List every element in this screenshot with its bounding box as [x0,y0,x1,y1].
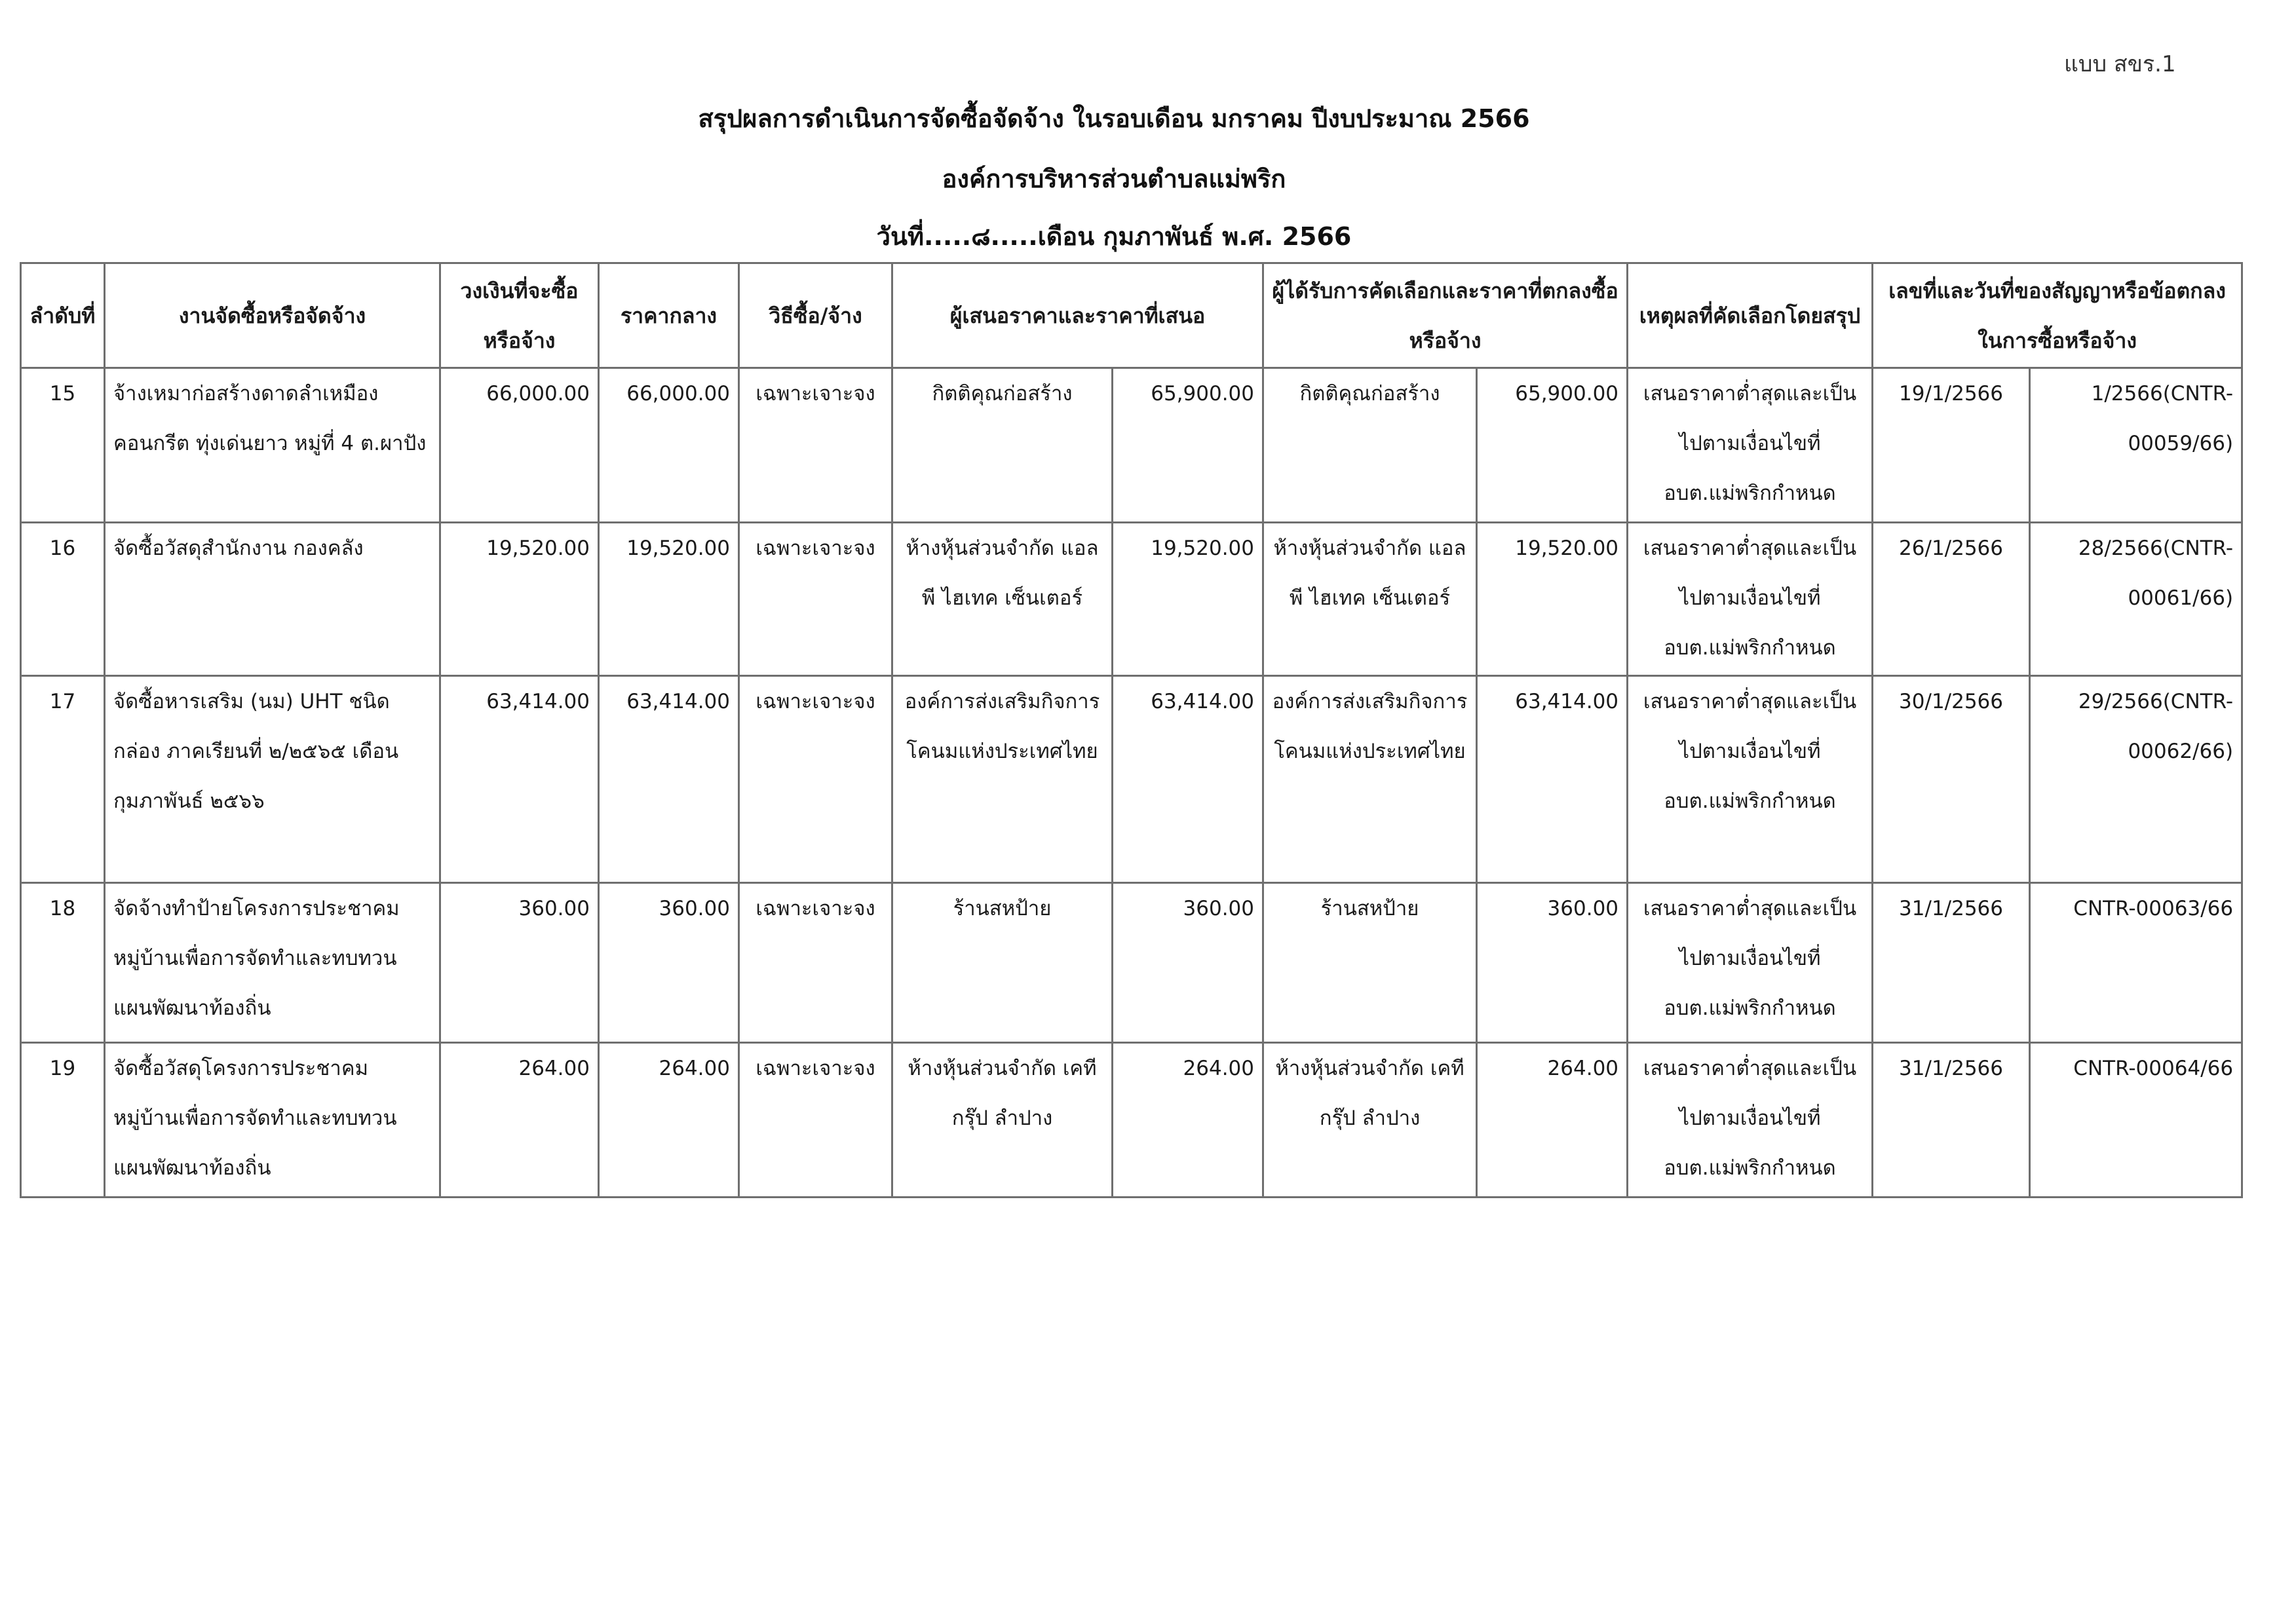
cell-method: เฉพาะเจาะจง [739,676,892,883]
cell-contract-no: 1/2566(CNTR-00059/66) [2030,368,2242,523]
form-code: แบบ สขร.1 [2064,51,2176,77]
cell-bidder-name: องค์การส่งเสริมกิจการโคนมแห่งประเทศไทย [892,676,1113,883]
cell-median-price: 66,000.00 [599,368,739,523]
cell-contract-no: 28/2566(CNTR-00061/66) [2030,523,2242,676]
cell-bidder-price: 360.00 [1113,883,1263,1043]
cell-method: เฉพาะเจาะจง [739,368,892,523]
cell-reason: เสนอราคาต่ำสุดและเป็นไปตามเงื่อนไขที่ อบต.แม่พริกกำหนด [1628,1043,1873,1198]
cell-bidder-price: 63,414.00 [1113,676,1263,883]
cell-seq: 16 [21,523,105,676]
cell-contract-no: 29/2566(CNTR-00062/66) [2030,676,2242,883]
cell-seq: 17 [21,676,105,883]
table-row [21,883,2242,1043]
cell-seq: 19 [21,1043,105,1198]
cell-bidder-price: 19,520.00 [1113,523,1263,676]
header-reason: เหตุผลที่คัดเลือกโดยสรุป [1628,263,1873,368]
cell-budget: 63,414.00 [440,676,599,883]
cell-selected-price: 65,900.00 [1477,368,1628,523]
document-title: สรุปผลการดำเนินการจัดซื้อจัดจ้าง ในรอบเดือน มกราคม ปีงบประมาณ 2566 [698,104,1530,133]
cell-budget: 66,000.00 [440,368,599,523]
cell-contract-no: CNTR-00064/66 [2030,1043,2242,1198]
cell-method: เฉพาะเจาะจง [739,523,892,676]
header-budget: วงเงินที่จะซื้อหรือจ้าง [440,263,599,368]
header-bidders: ผู้เสนอราคาและราคาที่เสนอ [892,263,1263,368]
cell-selected-name: องค์การส่งเสริมกิจการโคนมแห่งประเทศไทย [1263,676,1477,883]
table-row [21,523,2242,676]
cell-bidder-name: ห้างหุ้นส่วนจำกัด เคที กรุ๊ป ลำปาง [892,1043,1113,1198]
cell-selected-price: 360.00 [1477,883,1628,1043]
cell-contract-date: 31/1/2566 [1873,1043,2030,1198]
header-selected: ผู้ได้รับการคัดเลือกและราคาที่ตกลงซื้อหรือจ้าง [1263,263,1628,368]
cell-method: เฉพาะเจาะจง [739,883,892,1043]
table-row [21,676,2242,883]
cell-seq: 18 [21,883,105,1043]
table-row [21,1043,2242,1198]
cell-bidder-name: ร้านสหป้าย [892,883,1113,1043]
cell-work: จ้างเหมาก่อสร้างดาดลำเหมืองคอนกรีต ทุ่งเด่นยาว หมู่ที่ 4 ต.ผาปัง [105,368,440,523]
cell-bidder-name: ห้างหุ้นส่วนจำกัด แอล พี ไฮเทค เซ็นเตอร์ [892,523,1113,676]
cell-contract-no: CNTR-00063/66 [2030,883,2242,1043]
cell-bidder-price: 264.00 [1113,1043,1263,1198]
header-contract: เลขที่และวันที่ของสัญญาหรือข้อตกลงในการซื้อหรือจ้าง [1873,263,2242,368]
procurement-table [20,262,2243,1198]
cell-contract-date: 26/1/2566 [1873,523,2030,676]
cell-bidder-price: 65,900.00 [1113,368,1263,523]
cell-reason: เสนอราคาต่ำสุดและเป็นไปตามเงื่อนไขที่ อบต.แม่พริกกำหนด [1628,368,1873,523]
cell-contract-date: 31/1/2566 [1873,883,2030,1043]
header-method: วิธีซื้อ/จ้าง [739,263,892,368]
cell-budget: 264.00 [440,1043,599,1198]
cell-work: จัดจ้างทำป้ายโครงการประชาคมหมู่บ้านเพื่อการจัดทำและทบทวนแผนพัฒนาท้องถิ่น [105,883,440,1043]
cell-work: จัดซื้อหารเสริม (นม) UHT ชนิดกล่อง ภาคเรียนที่ ๒/๒๕๖๕ เดือน กุมภาพันธ์ ๒๕๖๖ [105,676,440,883]
document-date: วันที่.....๘.....เดือน กุมภาพันธ์ พ.ศ. 2566 [876,222,1352,251]
cell-selected-price: 19,520.00 [1477,523,1628,676]
cell-budget: 360.00 [440,883,599,1043]
header-seq: ลำดับที่ [21,263,105,368]
cell-budget: 19,520.00 [440,523,599,676]
table-row [21,368,2242,523]
cell-bidder-name: กิตติคุณก่อสร้าง [892,368,1113,523]
organization-name: องค์การบริหารส่วนตำบลแม่พริก [942,164,1286,193]
cell-contract-date: 19/1/2566 [1873,368,2030,523]
cell-selected-price: 63,414.00 [1477,676,1628,883]
cell-selected-name: ร้านสหป้าย [1263,883,1477,1043]
cell-contract-date: 30/1/2566 [1873,676,2030,883]
cell-work: จัดซื้อวัสดุโครงการประชาคมหมู่บ้านเพื่อการจัดทำและทบทวนแผนพัฒนาท้องถิ่น [105,1043,440,1198]
header-median-price: ราคากลาง [599,263,739,368]
cell-selected-price: 264.00 [1477,1043,1628,1198]
cell-reason: เสนอราคาต่ำสุดและเป็นไปตามเงื่อนไขที่ อบต.แม่พริกกำหนด [1628,523,1873,676]
cell-selected-name: กิตติคุณก่อสร้าง [1263,368,1477,523]
cell-method: เฉพาะเจาะจง [739,1043,892,1198]
cell-median-price: 264.00 [599,1043,739,1198]
cell-reason: เสนอราคาต่ำสุดและเป็นไปตามเงื่อนไขที่ อบต.แม่พริกกำหนด [1628,676,1873,883]
cell-selected-name: ห้างหุ้นส่วนจำกัด เคที กรุ๊ป ลำปาง [1263,1043,1477,1198]
cell-seq: 15 [21,368,105,523]
cell-median-price: 19,520.00 [599,523,739,676]
table-header-row [21,263,2242,368]
cell-work: จัดซื้อวัสดุสำนักงาน กองคลัง [105,523,440,676]
cell-reason: เสนอราคาต่ำสุดและเป็นไปตามเงื่อนไขที่ อบต.แม่พริกกำหนด [1628,883,1873,1043]
cell-selected-name: ห้างหุ้นส่วนจำกัด แอล พี ไฮเทค เซ็นเตอร์ [1263,523,1477,676]
cell-median-price: 63,414.00 [599,676,739,883]
cell-median-price: 360.00 [599,883,739,1043]
header-work: งานจัดซื้อหรือจัดจ้าง [105,263,440,368]
